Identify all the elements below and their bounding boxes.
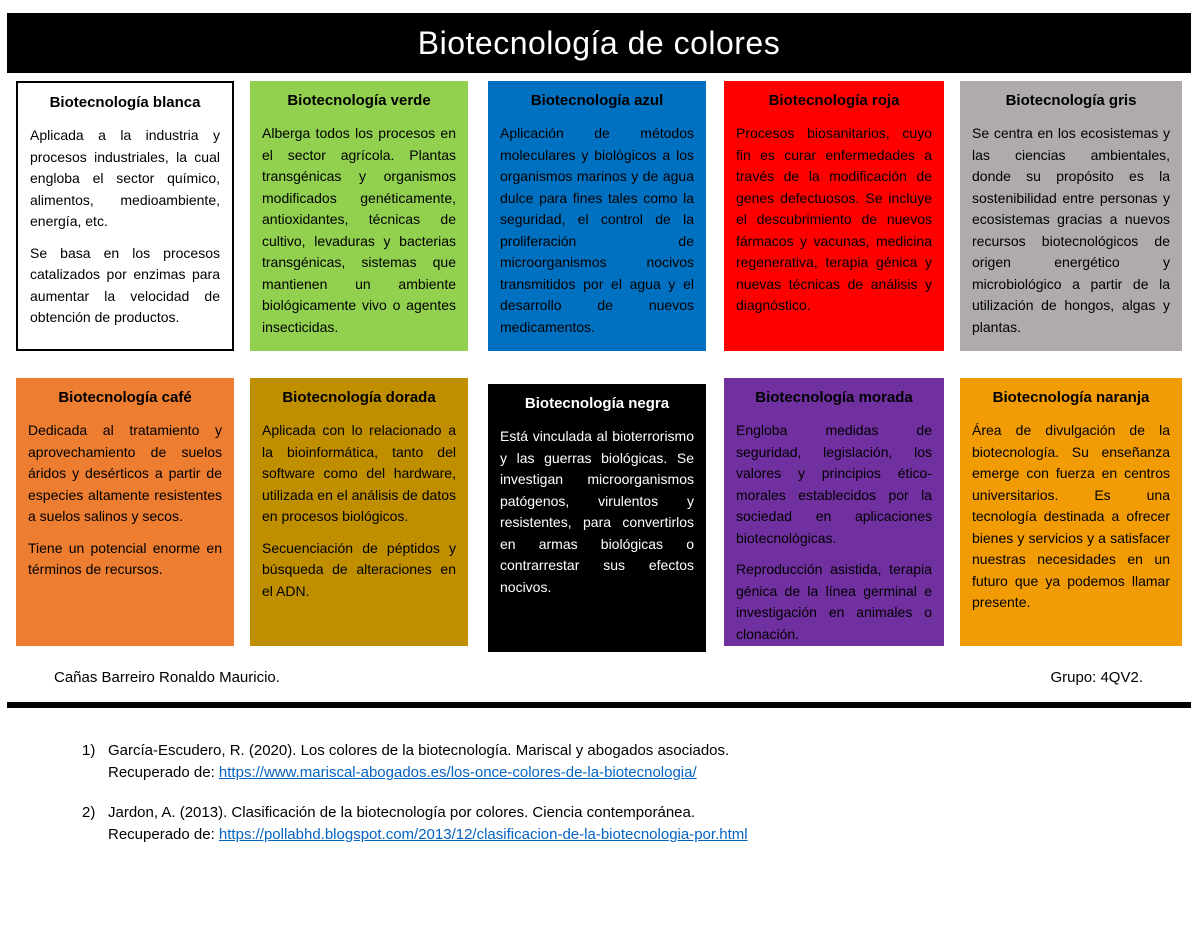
card-text: Procesos biosanitarios, cuyo fin es curar enfermedades a través de la modificación de genes defectuosos. Se incluye el descubrimiento de nuevos fármacos y vacunas, medicina regenerativa, terapia génica y nuevas técnicas de análisis y diagnóstico. bbox=[736, 125, 932, 313]
reference-retrieved bbox=[108, 824, 748, 846]
card-biotecnologia-morada bbox=[724, 378, 944, 646]
card-text: Aplicada con lo relacionado a la bioinformática, tanto del software como del hardware, utilizada en el análisis de datos en procesos biológicos. bbox=[262, 422, 456, 524]
card-title: Biotecnología morada bbox=[755, 389, 913, 406]
reference-item bbox=[60, 802, 1140, 846]
card-title: Biotecnología dorada bbox=[282, 389, 436, 406]
card-biotecnologia-naranja bbox=[960, 378, 1182, 646]
card-text: Engloba medidas de seguridad, legislación, los valores y principios ético-morales establecidos por la sociedad en aplicaciones biotecnológicas. bbox=[736, 422, 932, 546]
card-text: Está vinculada al bioterrorismo y las guerras biológicas. Se investigan microorganismos patógenos, virulentos y resistentes, para convertirlos en armas biológicas o contrarrestar sus efectos nocivos. bbox=[500, 428, 694, 595]
card-text: Se centra en los ecosistemas y las ciencias ambientales, donde su propósito es la sostenibilidad entre personas y ecosistemas gracias a nuevos recursos biotecnológicos de origen energético y microbiológico a partir de la utilización de hongos, algas y plantas. bbox=[972, 125, 1170, 335]
card-biotecnologia-blanca bbox=[16, 81, 234, 351]
card-title: Biotecnología verde bbox=[287, 92, 431, 109]
card-biotecnologia-gris bbox=[960, 81, 1182, 351]
card-biotecnologia-azul bbox=[488, 81, 706, 351]
author-name: Cañas Barreiro Ronaldo Mauricio. bbox=[54, 669, 280, 686]
card-title: Biotecnología gris bbox=[1005, 92, 1137, 109]
card-biotecnologia-dorada bbox=[250, 378, 468, 646]
card-title: Biotecnología naranja bbox=[992, 389, 1150, 406]
reference-link[interactable]: https://www.mariscal-abogados.es/los-once-colores-de-la-biotecnologia/ bbox=[218, 764, 697, 781]
reference-number: 1) bbox=[82, 742, 96, 759]
group-label: Grupo: 4QV2. bbox=[1050, 669, 1143, 686]
card-title: Biotecnología roja bbox=[768, 92, 900, 109]
reference-text: Jardon, A. (2013). Clasificación de la biotecnología por colores. Ciencia contemporánea. bbox=[108, 804, 696, 821]
page-title: Biotecnología de colores bbox=[7, 13, 1191, 73]
reference-number: 2) bbox=[82, 804, 96, 821]
card-title: Biotecnología blanca bbox=[49, 94, 201, 111]
card-text: Secuenciación de péptidos y búsqueda de alteraciones en el ADN. bbox=[262, 539, 456, 599]
card-text: Dedicada al tratamiento y aprovechamiento de suelos áridos y desérticos a partir de especies altamente resistentes a suelos salinos y secos. bbox=[28, 422, 222, 524]
card-text: Aplicada a la industria y procesos industriales, la cual engloba el sector químico, alimentos, medioambiente, energía, etc. bbox=[30, 127, 220, 229]
card-text: Reproducción asistida, terapia génica de la línea germinal e investigación en animales o clonación. bbox=[736, 561, 932, 642]
card-biotecnologia-verde bbox=[250, 81, 468, 351]
card-title: Biotecnología azul bbox=[530, 92, 664, 109]
reference-link[interactable]: https://pollabhd.blogspot.com/2013/12/clasificacion-de-la-biotecnologia-por.html bbox=[218, 826, 748, 843]
card-text: Se basa en los procesos catalizados por enzimas para aumentar la velocidad de obtención de productos. bbox=[30, 244, 220, 325]
card-biotecnologia-negra bbox=[488, 384, 706, 652]
divider bbox=[7, 702, 1191, 708]
card-text: Tiene un potencial enorme en términos de recursos. bbox=[28, 539, 222, 577]
reference-item bbox=[60, 740, 1140, 784]
card-title: Biotecnología negra bbox=[524, 395, 670, 412]
references-list bbox=[60, 740, 1140, 864]
card-text: Área de divulgación de la biotecnología. Su enseñanza emerge con fuerza en centros universitarios. Es una tecnología destinada a ofrecer bienes y servicios y a satisfacer nuestras necesidades en un futuro que ya podemos llamar presente. bbox=[972, 422, 1170, 610]
retrieved-label: Recuperado de: bbox=[108, 764, 215, 781]
card-text: Alberga todos los procesos en el sector agrícola. Plantas transgénicas y organismos modificados genéticamente, antioxidantes, técnicas de cultivo, levaduras y bacterias transgénicas, sistemas que mantienen un ambiente biológicamente vivo o agentes insecticidas. bbox=[262, 125, 456, 335]
reference-body bbox=[108, 802, 748, 846]
card-title: Biotecnología café bbox=[58, 389, 192, 406]
retrieved-label: Recuperado de: bbox=[108, 826, 215, 843]
reference-body bbox=[108, 740, 729, 784]
card-biotecnologia-roja bbox=[724, 81, 944, 351]
reference-text: García-Escudero, R. (2020). Los colores de la biotecnología. Mariscal y abogados asociados. bbox=[108, 742, 730, 759]
card-text: Aplicación de métodos moleculares y biológicos a los organismos marinos y de agua dulce para fines tales como la seguridad, el control de la proliferación de microorganismos nocivos transmitidos por el agua y el desarrollo de nuevos medicamentos. bbox=[500, 125, 694, 335]
card-biotecnologia-cafe bbox=[16, 378, 234, 646]
reference-retrieved bbox=[108, 762, 729, 784]
